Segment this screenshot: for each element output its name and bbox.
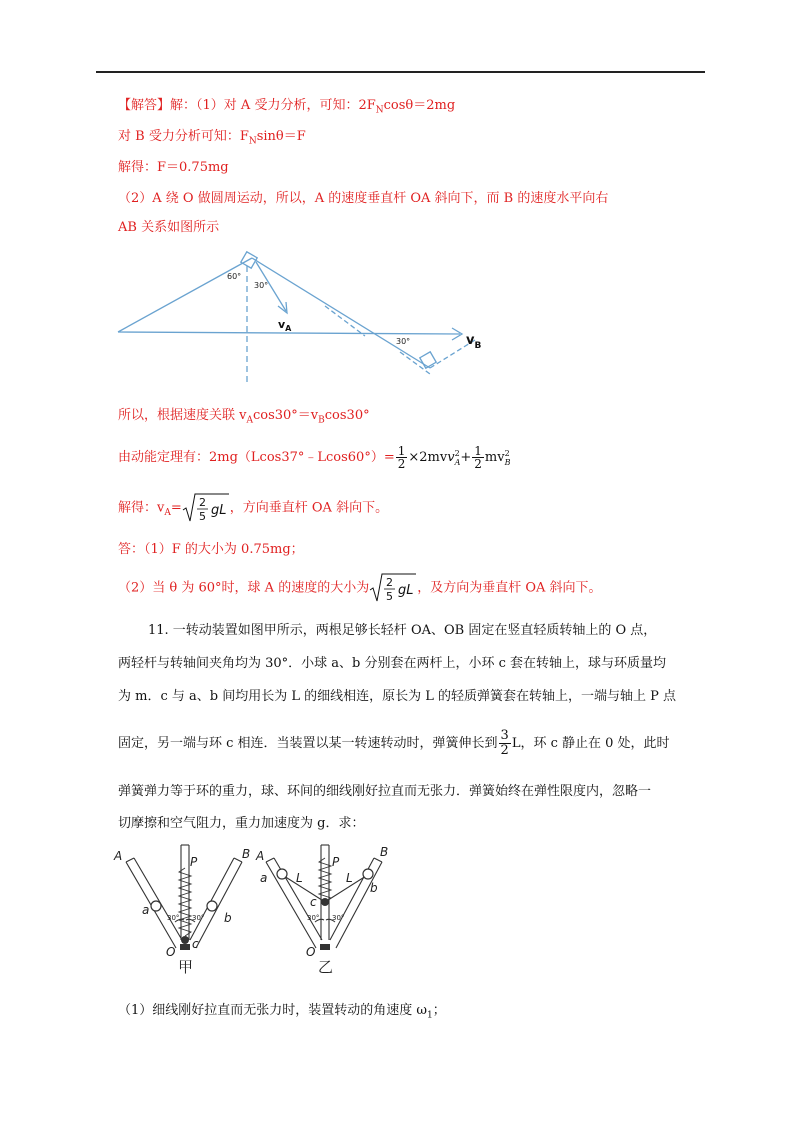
solution-text: cos30° <box>324 408 370 423</box>
solution-line-1 <box>118 97 455 120</box>
problem-text: L，环 c 静止在 0 处，此时 <box>511 736 670 751</box>
solution-line-8 <box>118 492 388 528</box>
dashed-extension <box>325 306 365 336</box>
ball-b <box>207 901 217 911</box>
solution-line-3: 解得：F＝0.75mg <box>118 160 229 175</box>
solution-text: mv <box>484 450 505 465</box>
svg-text:P: P <box>190 855 198 869</box>
svg-text:L: L <box>346 871 353 885</box>
rod-oa <box>118 258 252 332</box>
problem-line-1: 11. 一转动装置如图甲所示，两根足够长轻杆 OA、OB 固定在竖直轻质转轴上的 O 点， <box>148 623 657 638</box>
solution-line-7: 由动能定理有：2mg（Lcos37°﹣Lcos60°）= $\frac{1}{2}$ ×2mvv 2 A + $\frac{1}{2}$ mv 2 B <box>118 444 511 471</box>
problem-line-5: 弹簧弹力等于环的重力，球、环间的细线刚好拉直而无张力．弹簧始终在弹性限度内，忽略一 <box>118 784 652 799</box>
sub-sup: 2 B <box>504 448 511 467</box>
svg-text:gL: gL <box>398 583 414 598</box>
sqrt-expression <box>369 572 417 604</box>
header-rule <box>96 71 705 73</box>
vb-label: $v_B$ <box>466 333 482 351</box>
solution-text: 对 B 受力分析可知：F <box>118 129 249 144</box>
svg-text:A: A <box>256 849 265 863</box>
problem-line-4 <box>118 728 670 760</box>
svg-text:L: L <box>296 871 303 885</box>
plus: + <box>460 450 472 465</box>
subscript: A <box>246 415 253 426</box>
svg-text:b: b <box>370 881 378 895</box>
answer-line-2 <box>118 572 602 604</box>
angle-30-label: 30° <box>254 281 269 290</box>
pivot-o <box>180 944 190 950</box>
subscript: 1 <box>427 1010 433 1021</box>
subscript: N <box>375 105 384 116</box>
solution-text: 解：（1）对 A 受力分析，可知：2F <box>170 98 376 113</box>
angle-30-label-b: 30° <box>396 337 411 346</box>
caption-yi: 乙 <box>318 958 334 976</box>
angle-60-label: 60° <box>227 272 242 281</box>
solution-text: （2）当 θ 为 60°时，球 A 的速度的大小为 <box>118 580 370 596</box>
subscript: N <box>248 136 257 147</box>
svg-text:30°: 30° <box>167 914 180 922</box>
question-text: ； <box>432 1003 446 1018</box>
fraction-three-halves: $\frac{3}{2}$ <box>500 728 509 758</box>
solution-text: ×2mv <box>408 450 448 465</box>
sqrt-expression <box>182 492 230 524</box>
problem-line-2: 两轻杆与转轴间夹角均为 30°．小球 a、b 分别套在两杆上，小环 c 套在转轴上，球与环质量均 <box>118 656 667 671</box>
question-text: （1）细线刚好拉直而无张力时，装置转动的角速度 ω <box>118 1003 428 1018</box>
solution-text: sinθ＝F <box>256 129 306 144</box>
ball-a <box>277 869 287 879</box>
solution-line-4: （2）A 绕 O 做圆周运动，所以，A 的速度垂直杆 OA 斜向下，而 B 的速度水平向右 <box>118 191 609 206</box>
solution-text: ，方向垂直杆 OA 斜向下。 <box>229 500 389 516</box>
rod-ab <box>252 258 430 368</box>
svg-text:30°: 30° <box>332 914 345 922</box>
ball-b <box>363 869 373 879</box>
ring-c <box>321 898 329 906</box>
answer-line-1: 答：（1）F 的大小为 0.75mg； <box>118 542 304 557</box>
svg-text:30°: 30° <box>307 914 320 922</box>
solution-text: 解得：v <box>118 500 165 516</box>
arrow-head-va <box>278 302 287 313</box>
subscript: A <box>164 508 171 519</box>
solution-text: 由动能定理有：2mg（Lcos37°﹣Lcos60°）= <box>118 450 395 465</box>
svg-text:30°: 30° <box>192 914 205 922</box>
solution-text: ，及方向为垂直杆 OA 斜向下。 <box>417 580 602 596</box>
figure-jia <box>112 840 252 980</box>
solution-line-5: AB 关系如图所示 <box>118 220 220 235</box>
svg-text:5: 5 <box>198 510 206 523</box>
question-1 <box>118 1002 446 1025</box>
dashed-lower <box>400 352 430 374</box>
answer-label: 【解答】 <box>118 98 171 113</box>
pivot-o <box>320 944 330 950</box>
velocity-diagram <box>110 248 500 393</box>
problem-text: 固定，另一端与环 c 相连．当装置以某一转速转动时，弹簧伸长到 <box>118 736 498 751</box>
solution-line-6 <box>118 407 370 430</box>
svg-text:c: c <box>192 937 199 951</box>
solution-text: cos30°＝v <box>252 408 319 423</box>
ball-a <box>151 901 161 911</box>
subscript: B <box>318 415 325 426</box>
svg-text:O: O <box>306 945 316 959</box>
svg-text:2: 2 <box>386 576 394 589</box>
solution-text: cosθ＝2mg <box>383 98 456 113</box>
svg-text:B: B <box>242 847 251 861</box>
va-label: $v_A$ <box>278 318 292 333</box>
fraction-half: $\frac{1}{2}$ <box>397 444 406 471</box>
svg-text:5: 5 <box>386 590 394 603</box>
solution-line-2 <box>118 128 306 151</box>
fraction-half-2: $\frac{1}{2}$ <box>474 444 482 471</box>
svg-text:b: b <box>224 911 232 925</box>
svg-text:2: 2 <box>198 496 206 509</box>
caption-jia: 甲 <box>178 958 194 976</box>
figure-yi <box>252 840 392 980</box>
problem-line-6: 切摩擦和空气阻力，重力加速度为 g．求： <box>118 816 365 831</box>
svg-text:P: P <box>332 855 340 869</box>
svg-text:a: a <box>142 903 150 917</box>
svg-text:a: a <box>260 871 268 885</box>
svg-text:A: A <box>114 849 123 863</box>
ring-c <box>181 936 189 944</box>
svg-text:gL: gL <box>210 503 227 518</box>
problem-line-3: 为 m．c 与 a、b 间均用长为 L 的细线相连，原长为 L 的轻质弹簧套在转轴上，一端与轴上 P 点 <box>118 689 677 704</box>
svg-text:B: B <box>380 845 389 859</box>
equals: = <box>170 500 182 516</box>
sub-sup: 2 A <box>454 448 461 467</box>
solution-text: 所以，根据速度关联 v <box>118 408 247 423</box>
svg-text:O: O <box>166 945 176 959</box>
svg-text:c: c <box>310 895 317 909</box>
